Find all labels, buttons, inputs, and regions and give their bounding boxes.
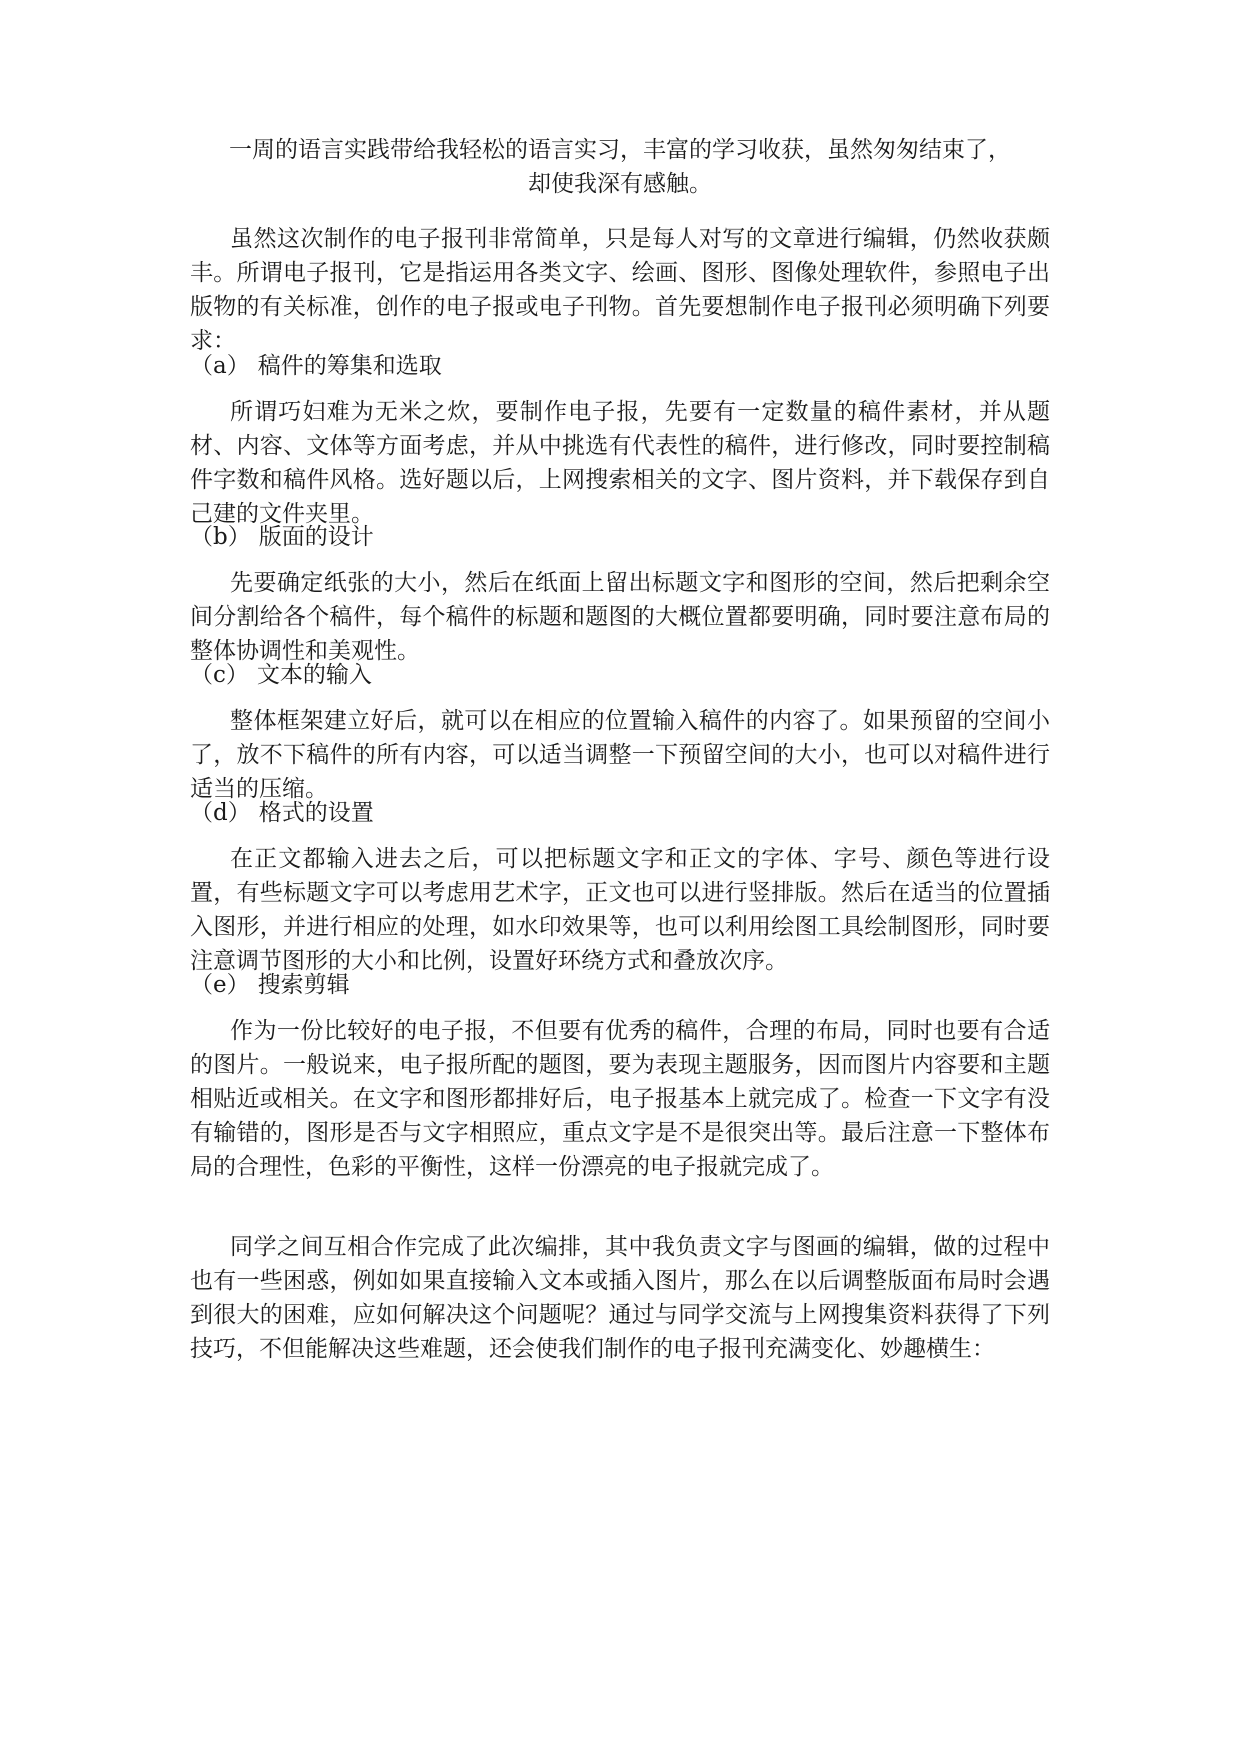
section-marker-c: （c） bbox=[190, 662, 249, 688]
section-marker-b: （b） bbox=[190, 524, 251, 550]
section-heading-e bbox=[190, 968, 350, 1002]
section-marker-e: （e） bbox=[190, 972, 250, 998]
section-title-d: 格式的设置 bbox=[258, 800, 374, 826]
body-paragraph-1: 虽然这次制作的电子报刊非常简单，只是每人对写的文章进行编辑，仍然收获颇丰。所谓电子报刊，它是指运用各类文字、绘画、图形、图像处理软件，参照电子出版物的有关标准，创作的电子报或电子刊物。首先要想制作电子报刊必须明确下列要求： bbox=[190, 226, 1050, 354]
intro-paragraph bbox=[190, 133, 1050, 201]
section-title-b: 版面的设计 bbox=[258, 524, 374, 550]
section-body-e: 作为一份比较好的电子报，不但要有优秀的稿件，合理的布局，同时也要有合适的图片。一般说来，电子报所配的题图，要为表现主题服务，因而图片内容要和主题相贴近或相关。在文字和图形都排好后，电子报基本上就完成了。检查一下文字有没有输错的，图形是否与文字相照应，重点文字是不是很突出等。最后注意一下整体布局的合理性，色彩的平衡性，这样一份漂亮的电子报就完成了。 bbox=[190, 1018, 1050, 1180]
intro-line-2: 却使我深有感触。 bbox=[528, 171, 712, 197]
section-body-c: 整体框架建立好后，就可以在相应的位置输入稿件的内容了。如果预留的空间小了，放不下稿件的所有内容，可以适当调整一下预留空间的大小，也可以对稿件进行适当的压缩。 bbox=[190, 708, 1050, 802]
section-marker-a: （a） bbox=[190, 353, 250, 379]
body-paragraph-final: 同学之间互相合作完成了此次编排，其中我负责文字与图画的编辑，做的过程中也有一些困惑，例如如果直接输入文本或插入图片，那么在以后调整版面布局时会遇到很大的困难，应如何解决这个问题呢？通过与同学交流与上网搜集资料获得了下列技巧，不但能解决这些难题，还会使我们制作的电子报刊充满变化、妙趣横生： bbox=[190, 1234, 1050, 1362]
section-heading-a bbox=[190, 349, 442, 383]
section-body-d: 在正文都输入进去之后，可以把标题文字和正文的字体、字号、颜色等进行设置，有些标题文字可以考虑用艺术字，正文也可以进行竖排版。然后在适当的位置插入图形，并进行相应的处理，如水印效果等，也可以利用绘图工具绘制图形，同时要注意调节图形的大小和比例，设置好环绕方式和叠放次序。 bbox=[190, 846, 1050, 974]
section-title-e: 搜索剪辑 bbox=[257, 972, 350, 998]
section-heading-c bbox=[190, 658, 372, 692]
section-heading-d bbox=[190, 796, 374, 830]
section-heading-b bbox=[190, 520, 374, 554]
section-title-c: 文本的输入 bbox=[256, 662, 372, 688]
section-body-b: 先要确定纸张的大小，然后在纸面上留出标题文字和图形的空间，然后把剩余空间分割给各个稿件，每个稿件的标题和题图的大概位置都要明确，同时要注意布局的整体协调性和美观性。 bbox=[190, 570, 1050, 664]
section-body-a: 所谓巧妇难为无米之炊，要制作电子报，先要有一定数量的稿件素材，并从题材、内容、文体等方面考虑，并从中挑选有代表性的稿件，进行修改，同时要控制稿件字数和稿件风格。选好题以后，上网搜索相关的文字、图片资料，并下载保存到自己建的文件夹里。 bbox=[190, 399, 1050, 527]
intro-line-1: 一周的语言实践带给我轻松的语言实习，丰富的学习收获，虽然匆匆结束了， bbox=[229, 137, 1011, 163]
section-title-a: 稿件的筹集和选取 bbox=[257, 353, 442, 379]
section-marker-d: （d） bbox=[190, 800, 251, 826]
